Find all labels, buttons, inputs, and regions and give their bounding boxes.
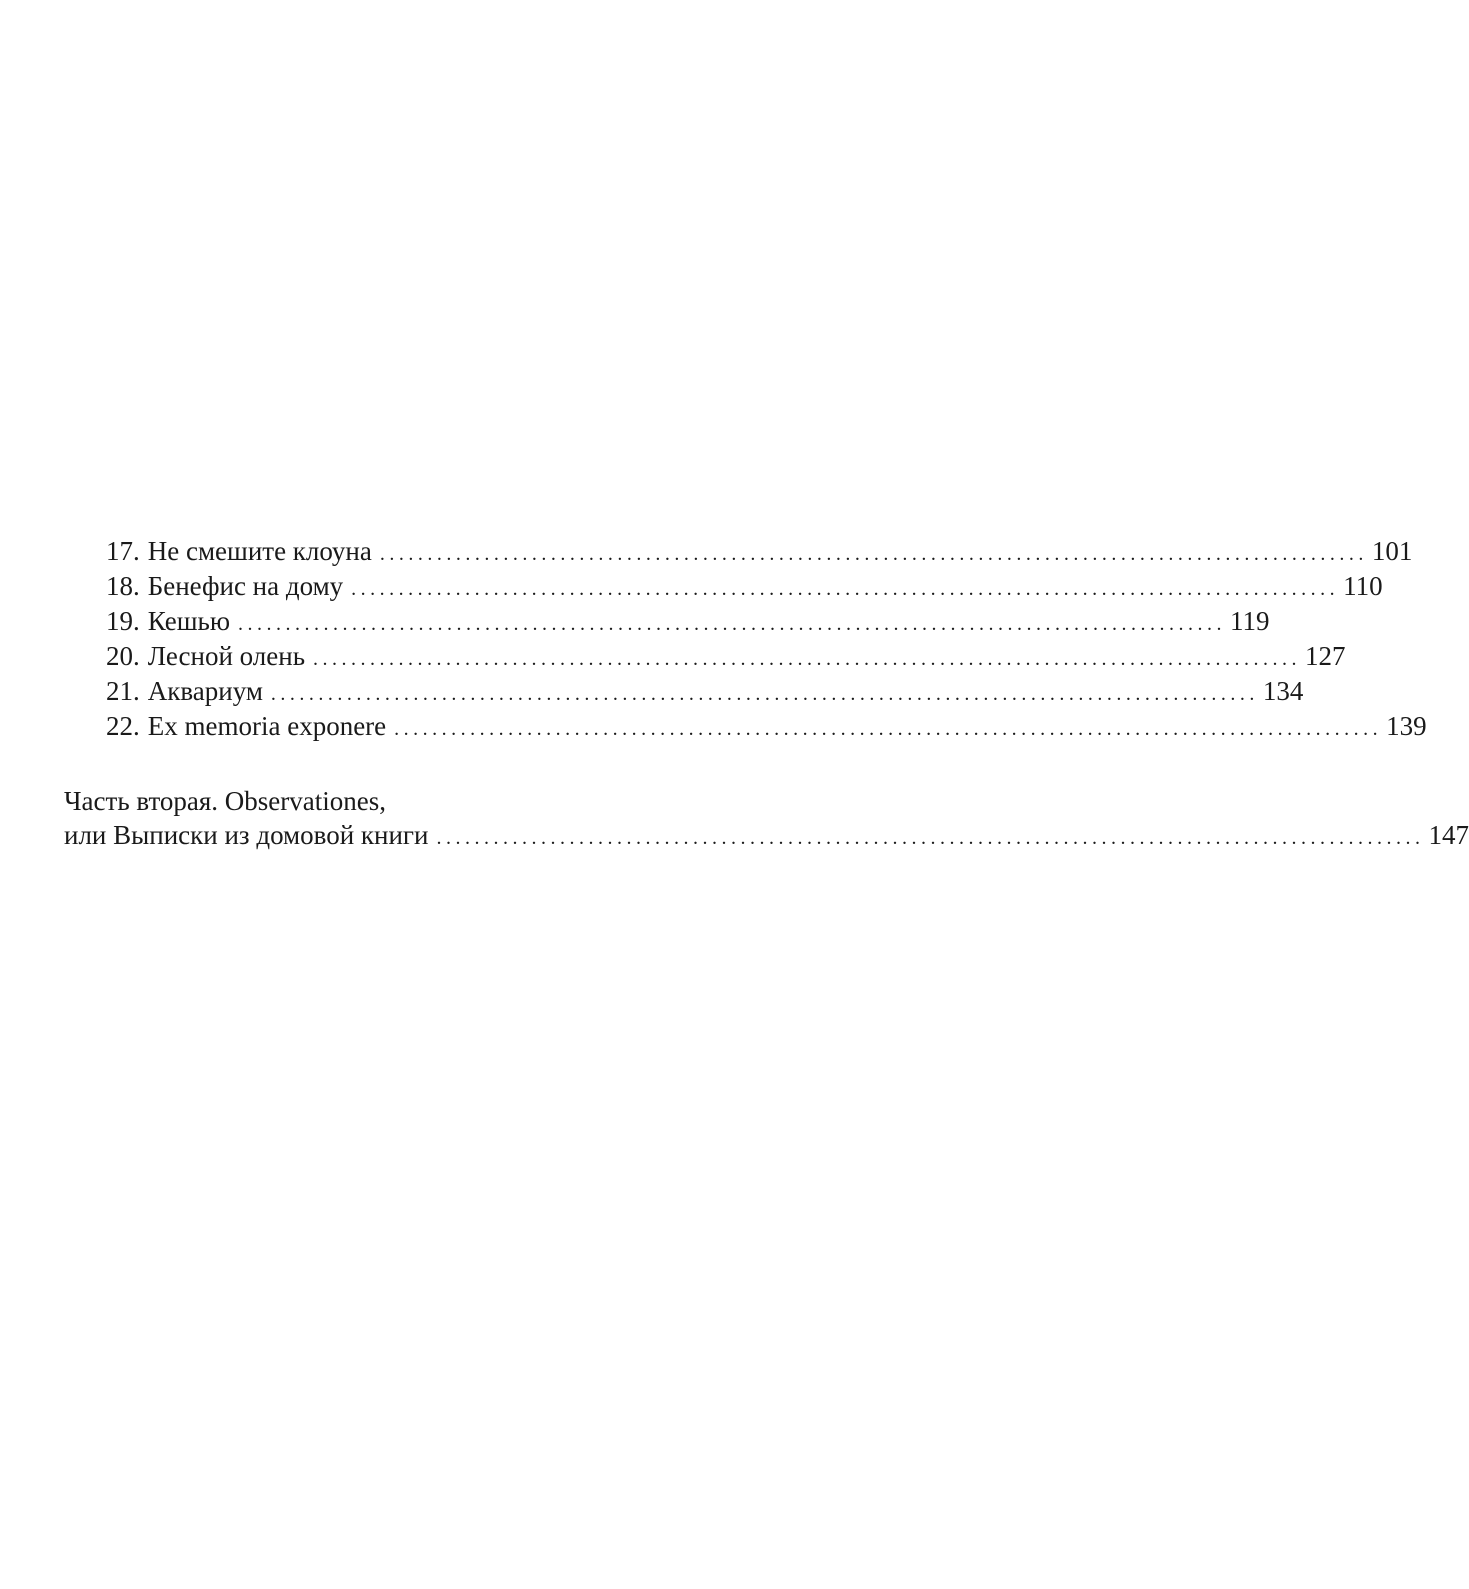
toc-entry-page: 139: [1386, 711, 1427, 741]
toc-entry-18: [106, 569, 1383, 607]
toc-entry-19: [106, 604, 1270, 642]
toc-entry-page: 119: [1230, 606, 1270, 636]
toc-part-two-subtitle: или Выписки из домовой книги: [64, 820, 429, 850]
dot-leader: ........................................................................................................: [394, 718, 1383, 740]
toc-entry-text: Не смешите клоуна: [147, 536, 372, 566]
toc-entry-21: [106, 674, 1304, 712]
toc-entry-page: 110: [1343, 571, 1383, 601]
dot-leader: ........................................................................................................: [313, 648, 1302, 670]
toc-entry-number: 18.: [106, 571, 140, 601]
dot-leader: ........................................................................................................: [436, 827, 1425, 849]
toc-entry-title: [106, 709, 390, 744]
dot-leader: ........................................................................................................: [379, 543, 1368, 565]
toc-entry-page: 147: [1428, 820, 1469, 850]
toc-entry-title: [106, 674, 267, 709]
toc-entry-title: [106, 534, 376, 569]
toc-entry-text: Ex memoria exponere: [147, 711, 387, 741]
toc-entry-page: 127: [1305, 641, 1346, 671]
toc-entry-title: [106, 569, 347, 604]
dot-leader: ........................................................................................................: [351, 578, 1340, 600]
toc-entry-part-two: [64, 818, 1469, 856]
toc-entry-22: [106, 709, 1427, 747]
toc-entry-text: Кешью: [147, 606, 230, 636]
toc-entry-title: [106, 639, 309, 674]
toc-entry-number: 22.: [106, 711, 140, 741]
toc-entry-number: 19.: [106, 606, 140, 636]
toc-entry-text: Аквариум: [147, 676, 263, 706]
toc-entry-page: 134: [1262, 676, 1304, 706]
toc-entry-page: 101: [1371, 536, 1413, 566]
toc-entry-text: Лесной олень: [147, 641, 306, 671]
toc-entry-number: 20.: [106, 641, 140, 671]
toc-part-two-title: Часть вторая. Observationes,: [64, 786, 387, 816]
toc-entry-20: [106, 639, 1346, 677]
toc-entry-17: [106, 534, 1413, 572]
toc-entry-text: Бенефис на дому: [147, 571, 344, 601]
dot-leader: ........................................................................................................: [270, 683, 1259, 705]
toc-entry-number: 21.: [106, 676, 140, 706]
toc-entry-number: 17.: [106, 536, 140, 566]
toc-entry-title: [106, 604, 234, 639]
dot-leader: ........................................................................................................: [238, 613, 1226, 635]
